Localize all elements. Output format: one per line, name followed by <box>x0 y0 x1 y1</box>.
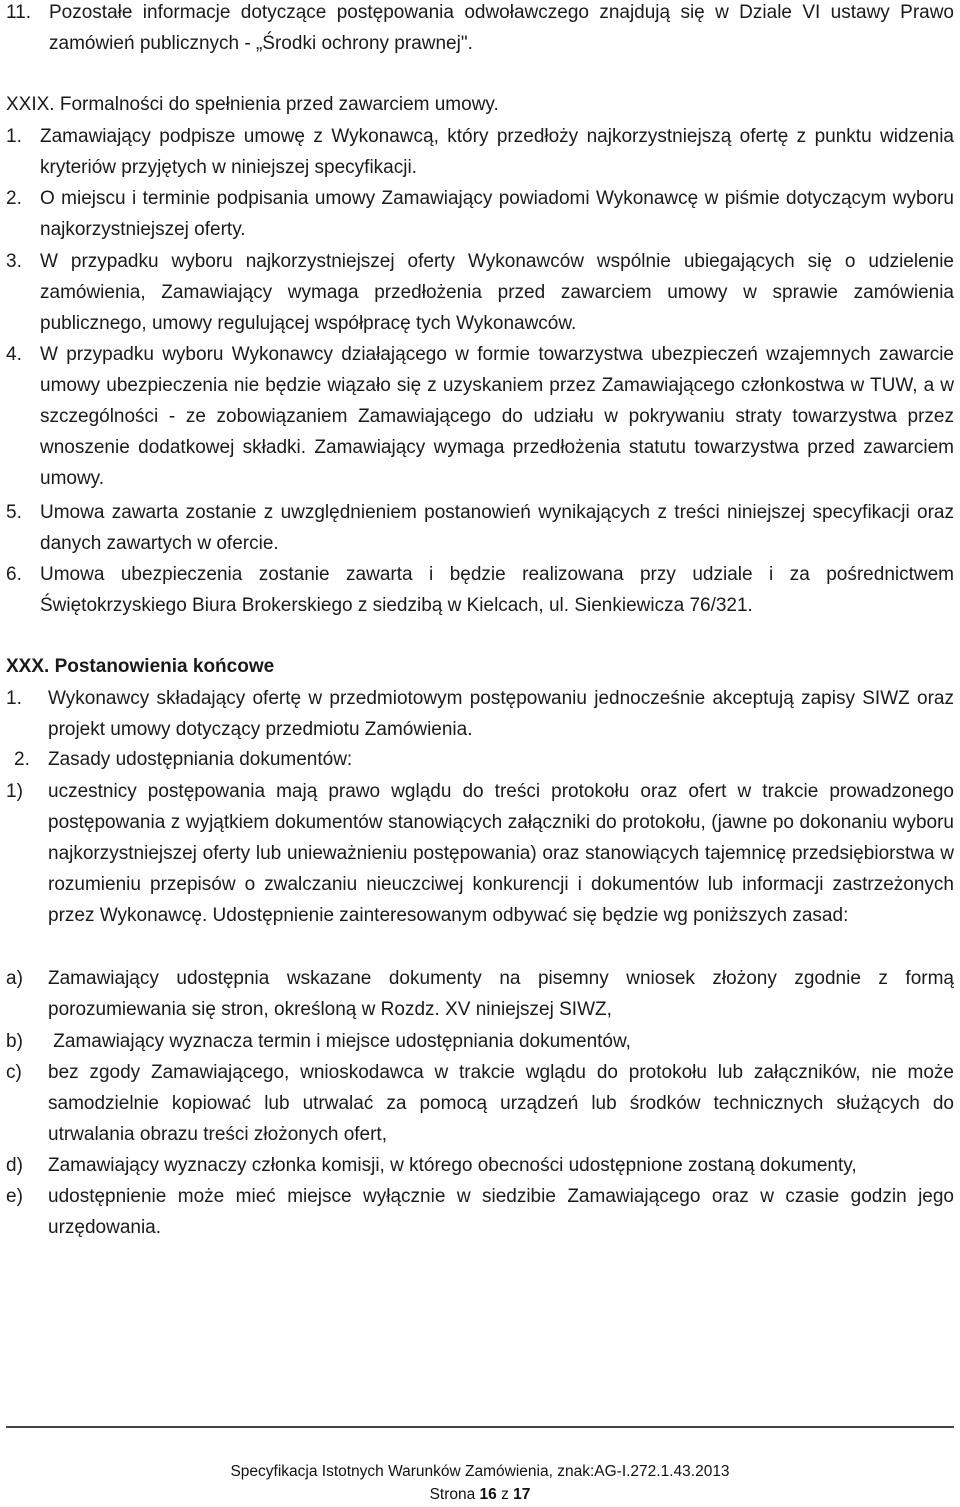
item-number: 4. <box>6 344 22 365</box>
item-text: Zamawiający podpisze umowę z Wykonawcą, który przedłoży najkorzystniejszą ofertę z punktu widzenia kryteriów przyjętych w niniejszej specyfikacji. <box>40 126 954 178</box>
item-number: 1) <box>6 781 23 802</box>
item-number: a) <box>6 968 23 989</box>
letter-item-e <box>6 1181 954 1243</box>
item-text: Zamawiający udostępnia wskazane dokumenty na pisemny wniosek złożony zgodnie z formą porozumiewania się stron, określoną w Rozdz. XV niniejszej SIWZ, <box>48 968 954 1020</box>
list-item-4 <box>6 339 954 494</box>
item-text: Umowa ubezpieczenia zostanie zawarta i będzie realizowana przy udziale i za pośrednictwem Świętokrzyskiego Biura Brokerskiego z siedzibą w Kielcach, ul. Sienkiewicza 76/321. <box>40 564 954 616</box>
letter-item-c <box>6 1057 954 1150</box>
list-item-2 <box>6 183 954 245</box>
item-number: d) <box>6 1155 23 1176</box>
footer-title: Specyfikacja Istotnych Warunków Zamówienia, znak:AG-I.272.1.43.2013 <box>230 1463 730 1480</box>
section-heading-xxix: XXIX. Formalności do spełnienia przed zawarciem umowy. <box>6 94 499 115</box>
item-text: W przypadku wyboru najkorzystniejszej oferty Wykonawców wspólnie ubiegających się o udzielenie zamówienia, Zamawiający wymaga przedłożenia przed zawarciem umowy w sprawie zamówienia publicznego, umowy regulującej współpracę tych Wykonawców. <box>40 251 954 334</box>
final-item-2 <box>14 744 954 775</box>
section-heading-xxx: XXX. Postanowienia końcowe <box>6 656 275 677</box>
final-item-1 <box>6 683 954 745</box>
item-text: Wykonawcy składający ofertę w przedmiotowym postępowaniu jednocześnie akceptują zapisy SIWZ oraz projekt umowy dotyczący przedmiotu Zamówienia. <box>48 688 954 740</box>
item-text: W przypadku wyboru Wykonawcy działającego w formie towarzystwa ubezpieczeń wzajemnych zawarcie umowy ubezpieczenia nie będzie wiązało się z uzyskaniem przez Zamawiającego członkostwa w TUW, a w szczególności - ze zobowiązaniem Zamawiającego do udziału w pokrywaniu straty towarzystwa przez wnoszenie dodatkowej składki. Zamawiający wymaga przedłożenia statutu towarzystwa przed zawarciem umowy. <box>40 344 954 489</box>
page-current: 16 <box>479 1486 497 1503</box>
page-total: 17 <box>513 1486 531 1503</box>
item-text: Zamawiający wyznacza termin i miejsce udostępniania dokumentów, <box>48 1031 631 1052</box>
item-text: Zasady udostępniania dokumentów: <box>48 749 353 770</box>
item-number: 11. <box>6 2 32 23</box>
letter-item-a <box>6 963 954 1025</box>
letter-item-d <box>6 1150 954 1181</box>
item-text: O miejscu i terminie podpisania umowy Zamawiający powiadomi Wykonawcę w piśmie dotyczącym wyboru najkorzystniejszej oferty. <box>40 188 954 240</box>
item-number: 2. <box>14 749 30 770</box>
page-number <box>0 1486 960 1504</box>
item-text: bez zgody Zamawiającego, wnioskodawca w trakcie wglądu do protokołu lub załączników, nie może samodzielnie kopiować lub utrwalać za pomocą urządzeń lub środków technicznych służących do utrwalania obrazu treści złożonych ofert, <box>48 1062 954 1145</box>
item-number: 2. <box>6 188 22 209</box>
list-item-3 <box>6 246 954 339</box>
item-number: 1. <box>6 126 22 147</box>
item-number: b) <box>6 1031 23 1052</box>
sub-item-1 <box>6 776 954 931</box>
list-item-5 <box>6 497 954 559</box>
item-text: Pozostałe informacje dotyczące postępowania odwoławczego znajdują się w Dziale VI ustawy Prawo zamówień publicznych - „Środki ochrony prawnej". <box>49 2 954 54</box>
list-item-1 <box>6 121 954 183</box>
list-item-11 <box>6 0 954 59</box>
item-number: 5. <box>6 502 22 523</box>
item-text: udostępnienie może mieć miejsce wyłącznie w siedzibie Zamawiającego oraz w czasie godzin jego urzędowania. <box>48 1186 954 1238</box>
letter-item-b <box>6 1026 954 1057</box>
item-number: 6. <box>6 564 22 585</box>
item-number: e) <box>6 1186 23 1207</box>
item-number: c) <box>6 1062 22 1083</box>
item-text: Umowa zawarta zostanie z uwzględnieniem postanowień wynikających z treści niniejszej specyfikacji oraz danych zawartych w ofercie. <box>40 502 954 554</box>
item-number: 3. <box>6 251 22 272</box>
list-item-6 <box>6 559 954 621</box>
item-text: uczestnicy postępowania mają prawo wglądu do treści protokołu oraz ofert w trakcie prowadzonego postępowania z wyjątkiem dokumentów stanowiących załączniki do protokołu, (jawne po dokonaniu wyboru najkorzystniejszej oferty lub unieważnieniu postępowania) oraz stanowiących tajemnicę przedsiębiorstwa w rozumieniu przepisów o zwalczaniu nieuczciwej konkurencji i dokumentów lub informacji zastrzeżonych przez Wykonawcę. Udostępnienie zainteresowanym odbywać się będzie wg poniższych zasad: <box>48 781 954 926</box>
page-separator: z <box>501 1486 509 1503</box>
page-prefix: Strona <box>429 1486 476 1503</box>
footer-divider <box>6 1426 954 1428</box>
item-number: 1. <box>6 688 22 709</box>
item-text: Zamawiający wyznaczy członka komisji, w którego obecności udostępnione zostaną dokumenty, <box>48 1155 857 1176</box>
